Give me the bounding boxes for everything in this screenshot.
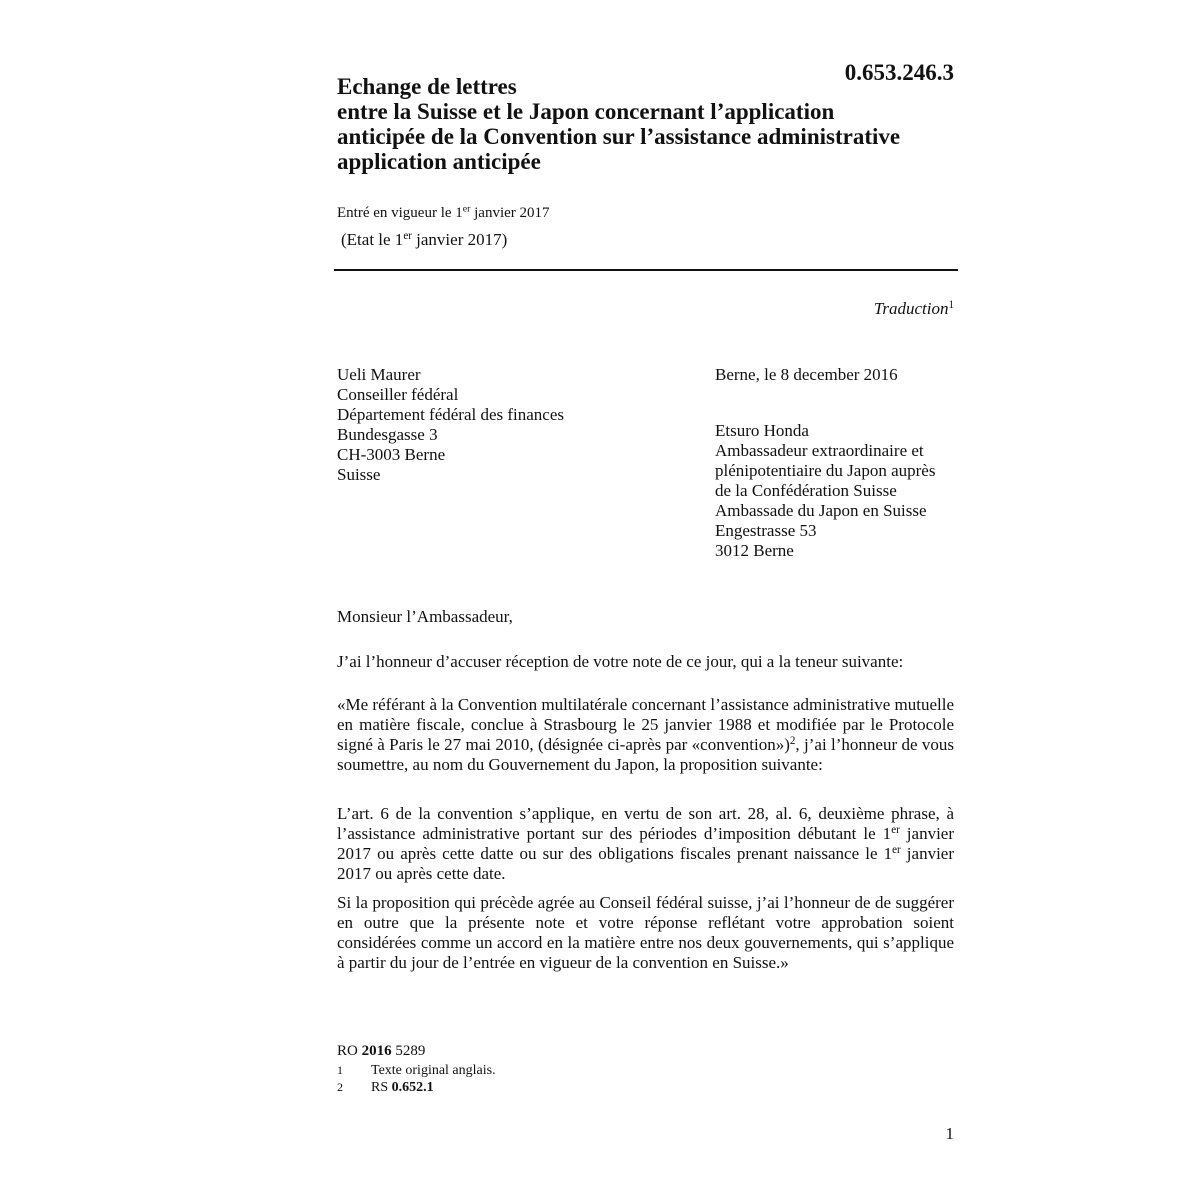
- entry-suffix: janvier 2017: [470, 205, 550, 221]
- sender-line: Ueli Maurer: [337, 365, 421, 384]
- p2-text: L’art. 6 de la convention s’applique, en vertu de son art. 28, al. 6, deuxième phrase, à l’assistance administrative portant sur des périodes d’imposition débutant le 1: [337, 804, 954, 843]
- quoted-paragraph-2: [337, 804, 954, 884]
- document-title: [337, 74, 957, 174]
- p2-sup: er: [891, 823, 900, 836]
- title-line: application anticipée: [337, 149, 541, 174]
- sender-line: Bundesgasse 3: [337, 425, 438, 444]
- ro-page: 5289: [391, 1043, 426, 1059]
- title-line: Echange de lettres: [337, 74, 517, 99]
- sender-address: [337, 365, 564, 485]
- ro-prefix: RO: [337, 1043, 362, 1059]
- translation-footnote-ref[interactable]: 1: [948, 298, 954, 311]
- sender-line: Suisse: [337, 465, 381, 484]
- ro-year: 2016: [361, 1043, 392, 1059]
- quoted-paragraph-3: Si la proposition qui précède agrée au Conseil fédéral suisse, j’ai l’honneur de de suggérer en outre que la présente note et votre réponse reflétant votre approbation soient considérées comme un accord en la matière entre nos deux gouvernements, qui s’applique à partir du jour de l’entrée en vigueur de la convention en Suisse.»: [337, 893, 954, 972]
- footnote-number: 1: [337, 1063, 343, 1077]
- sender-line: Département fédéral des finances: [337, 405, 565, 424]
- footnote-sr-number[interactable]: 0.652.1: [391, 1080, 434, 1095]
- recipient-line: Ambassadeur extraordinaire et: [715, 441, 924, 460]
- recipient-line: 3012 Berne: [715, 541, 794, 560]
- p2-text: janvier 2017 ou après cette datte ou sur des obligations fiscales prenant naissance le 1: [337, 824, 954, 863]
- date-line: Berne, le 8 december 2016: [715, 365, 898, 384]
- header-divider: [334, 269, 958, 271]
- recipient-line: Ambassade du Japon en Suisse: [715, 501, 927, 520]
- footnote-text: Texte original anglais.: [371, 1063, 496, 1078]
- recipient-line: Engestrasse 53: [715, 521, 817, 540]
- p1-text: «Me référant à la Convention multilatérale concernant l’assistance administrative mutuelle en matière fiscale, conclue à Strasbourg le 25 janvier 1988 et modifiée par le Protocole signé à Paris le 27 mai 2010, (désignée ci-après par «convention»): [337, 695, 954, 754]
- page-number: 1: [945, 1124, 954, 1143]
- official-compilation-ref: [337, 1043, 425, 1060]
- entry-prefix: Entré en vigueur le 1: [337, 205, 463, 221]
- recipient-line: de la Confédération Suisse: [715, 481, 897, 500]
- salutation: Monsieur l’Ambassadeur,: [337, 607, 513, 626]
- recipient-line: plénipotentiaire du Japon auprès: [715, 461, 936, 480]
- quoted-paragraph-1: [337, 695, 954, 775]
- state-date: [341, 230, 507, 250]
- entry-sup: er: [462, 203, 471, 215]
- translation-label: Traduction: [873, 299, 949, 318]
- title-line: entre la Suisse et le Japon concernant l’application: [337, 99, 835, 124]
- p1-text-end: , j’ai l’honneur de vous soumettre, au nom du Gouvernement du Japon, la proposition suivante:: [337, 735, 954, 774]
- intro-paragraph: J’ai l’honneur d’accuser réception de votre note de ce jour, qui a la teneur suivante:: [337, 652, 904, 671]
- footnote-2: [337, 1080, 434, 1096]
- state-prefix: (Etat le 1: [341, 230, 404, 249]
- entry-into-force: [337, 205, 550, 222]
- footnote-number: 2: [337, 1080, 343, 1094]
- recipient-address: [715, 421, 935, 561]
- footnote-1: [337, 1063, 496, 1079]
- state-sup: er: [403, 229, 412, 242]
- document-code: 0.653.246.3: [844, 60, 954, 85]
- footnote-ref-2[interactable]: 2: [789, 734, 796, 747]
- state-suffix: janvier 2017): [411, 230, 508, 249]
- sender-line: Conseiller fédéral: [337, 385, 459, 404]
- title-line: anticipée de la Convention sur l’assistance administrative: [337, 124, 901, 149]
- translation-note: [760, 299, 954, 319]
- recipient-line: Etsuro Honda: [715, 421, 809, 440]
- sender-line: CH-3003 Berne: [337, 445, 446, 464]
- p2-sup: er: [892, 843, 901, 856]
- footnote-text: RS: [371, 1080, 392, 1095]
- p2-text: janvier 2017 ou après cette date.: [337, 844, 954, 883]
